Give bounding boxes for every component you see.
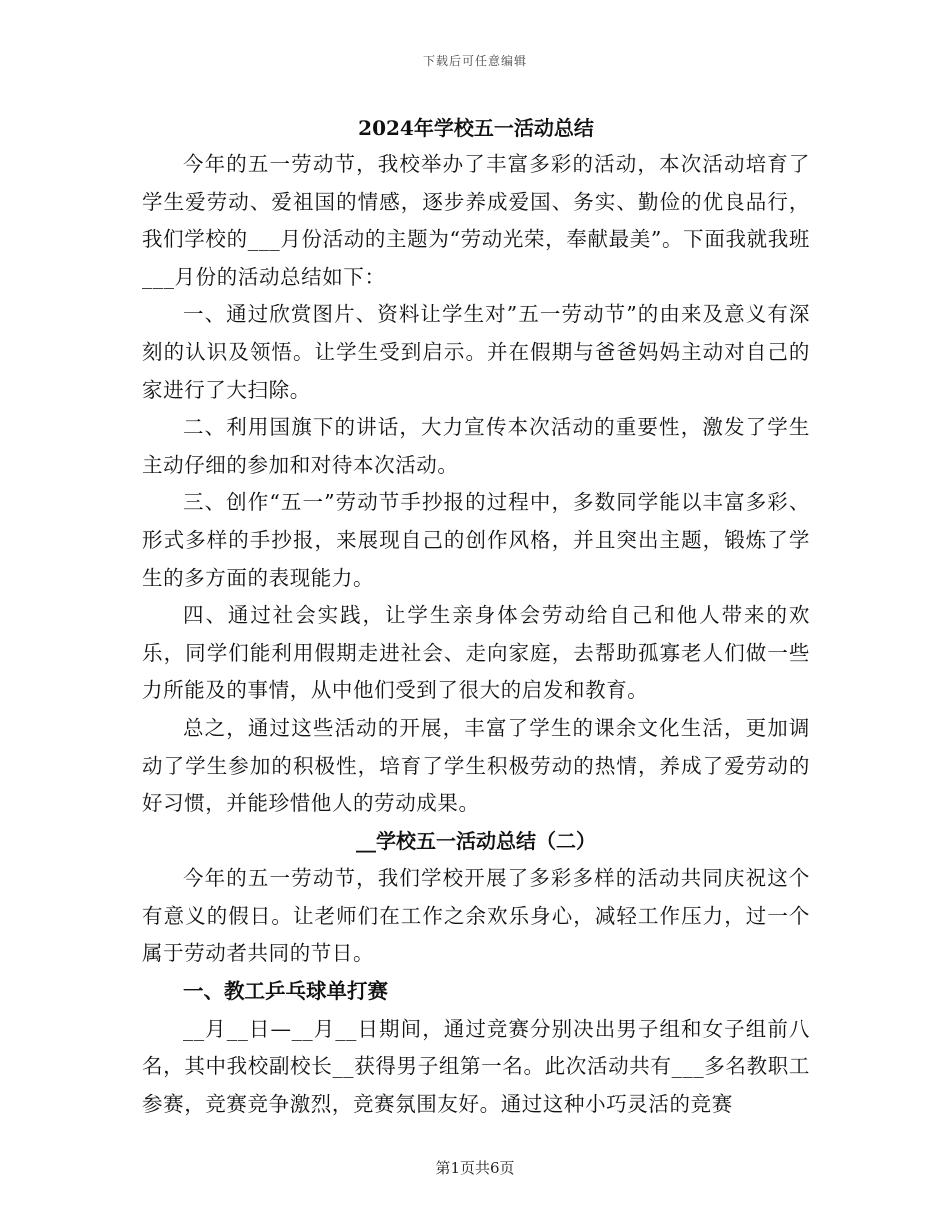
- document-subtitle: __学校五一活动总结（二）: [356, 828, 596, 853]
- page-header-note: 下载后可任意编辑: [422, 54, 527, 68]
- paragraph-conclusion: 总之，通过这些活动的开展，丰富了学生的课余文化生活，更加调动了学生参加的积极性，培育了学生积极劳动的热情，养成了爱劳动的好习惯，并能珍惜他人的劳动成果。: [142, 715, 810, 816]
- paragraph-table-tennis: __月__日—__月__日期间，通过竞赛分别决出男子组和女子组前八名，其中我校副校长__获得男子组第一名。此次活动共有___多名教职工参赛，竞赛竞争激烈，竞赛氛围友好。通过这种小巧灵活的竞赛: [142, 1016, 810, 1116]
- paragraph-point-1: 一、通过欣赏图片、资料让学生对”五一劳动节”的由来及意义有深刻的认识及领悟。让学生受到启示。并在假期与爸爸妈妈主动对自己的家进行了大扫除。: [142, 302, 810, 402]
- paragraph-point-3: 三、创作“五一”劳动节手抄报的过程中，多数同学能以丰富多彩、形式多样的手抄报，来展现自己的创作风格，并且突出主题，锻炼了学生的多方面的表现能力。: [142, 490, 810, 590]
- paragraph-point-4: 四、通过社会实践，让学生亲身体会劳动给自己和他人带来的欢乐，同学们能利用假期走进社会、走向家庭，去帮助孤寡老人们做一些力所能及的事情，从中他们受到了很大的启发和教育。: [142, 603, 810, 703]
- document-body: [142, 110, 810, 1123]
- page-footer-number: 第1页共6页: [435, 1159, 515, 1177]
- document-title: 2024年学校五一活动总结: [358, 116, 594, 140]
- paragraph-point-2: 二、利用国旗下的讲话，大力宣传本次活动的重要性，激发了学生主动仔细的参加和对待本次活动。: [142, 415, 810, 477]
- paragraph-intro: 今年的五一劳动节，我校举办了丰富多彩的活动，本次活动培育了学生爱劳动、爱祖国的情感，逐步养成爱国、务实、勤俭的优良品行，我们学校的___月份活动的主题为“劳动光荣，奉献最美”。下面我就我班___月份的活动总结如下：: [142, 152, 810, 289]
- paragraph-second-intro: 今年的五一劳动节，我们学校开展了多彩多样的活动共同庆祝这个有意义的假日。让老师们在工作之余欢乐身心，减轻工作压力，过一个属于劳动者共同的节日。: [142, 866, 810, 966]
- section-heading-table-tennis: 一、教工乒乓球单打赛: [183, 979, 388, 1004]
